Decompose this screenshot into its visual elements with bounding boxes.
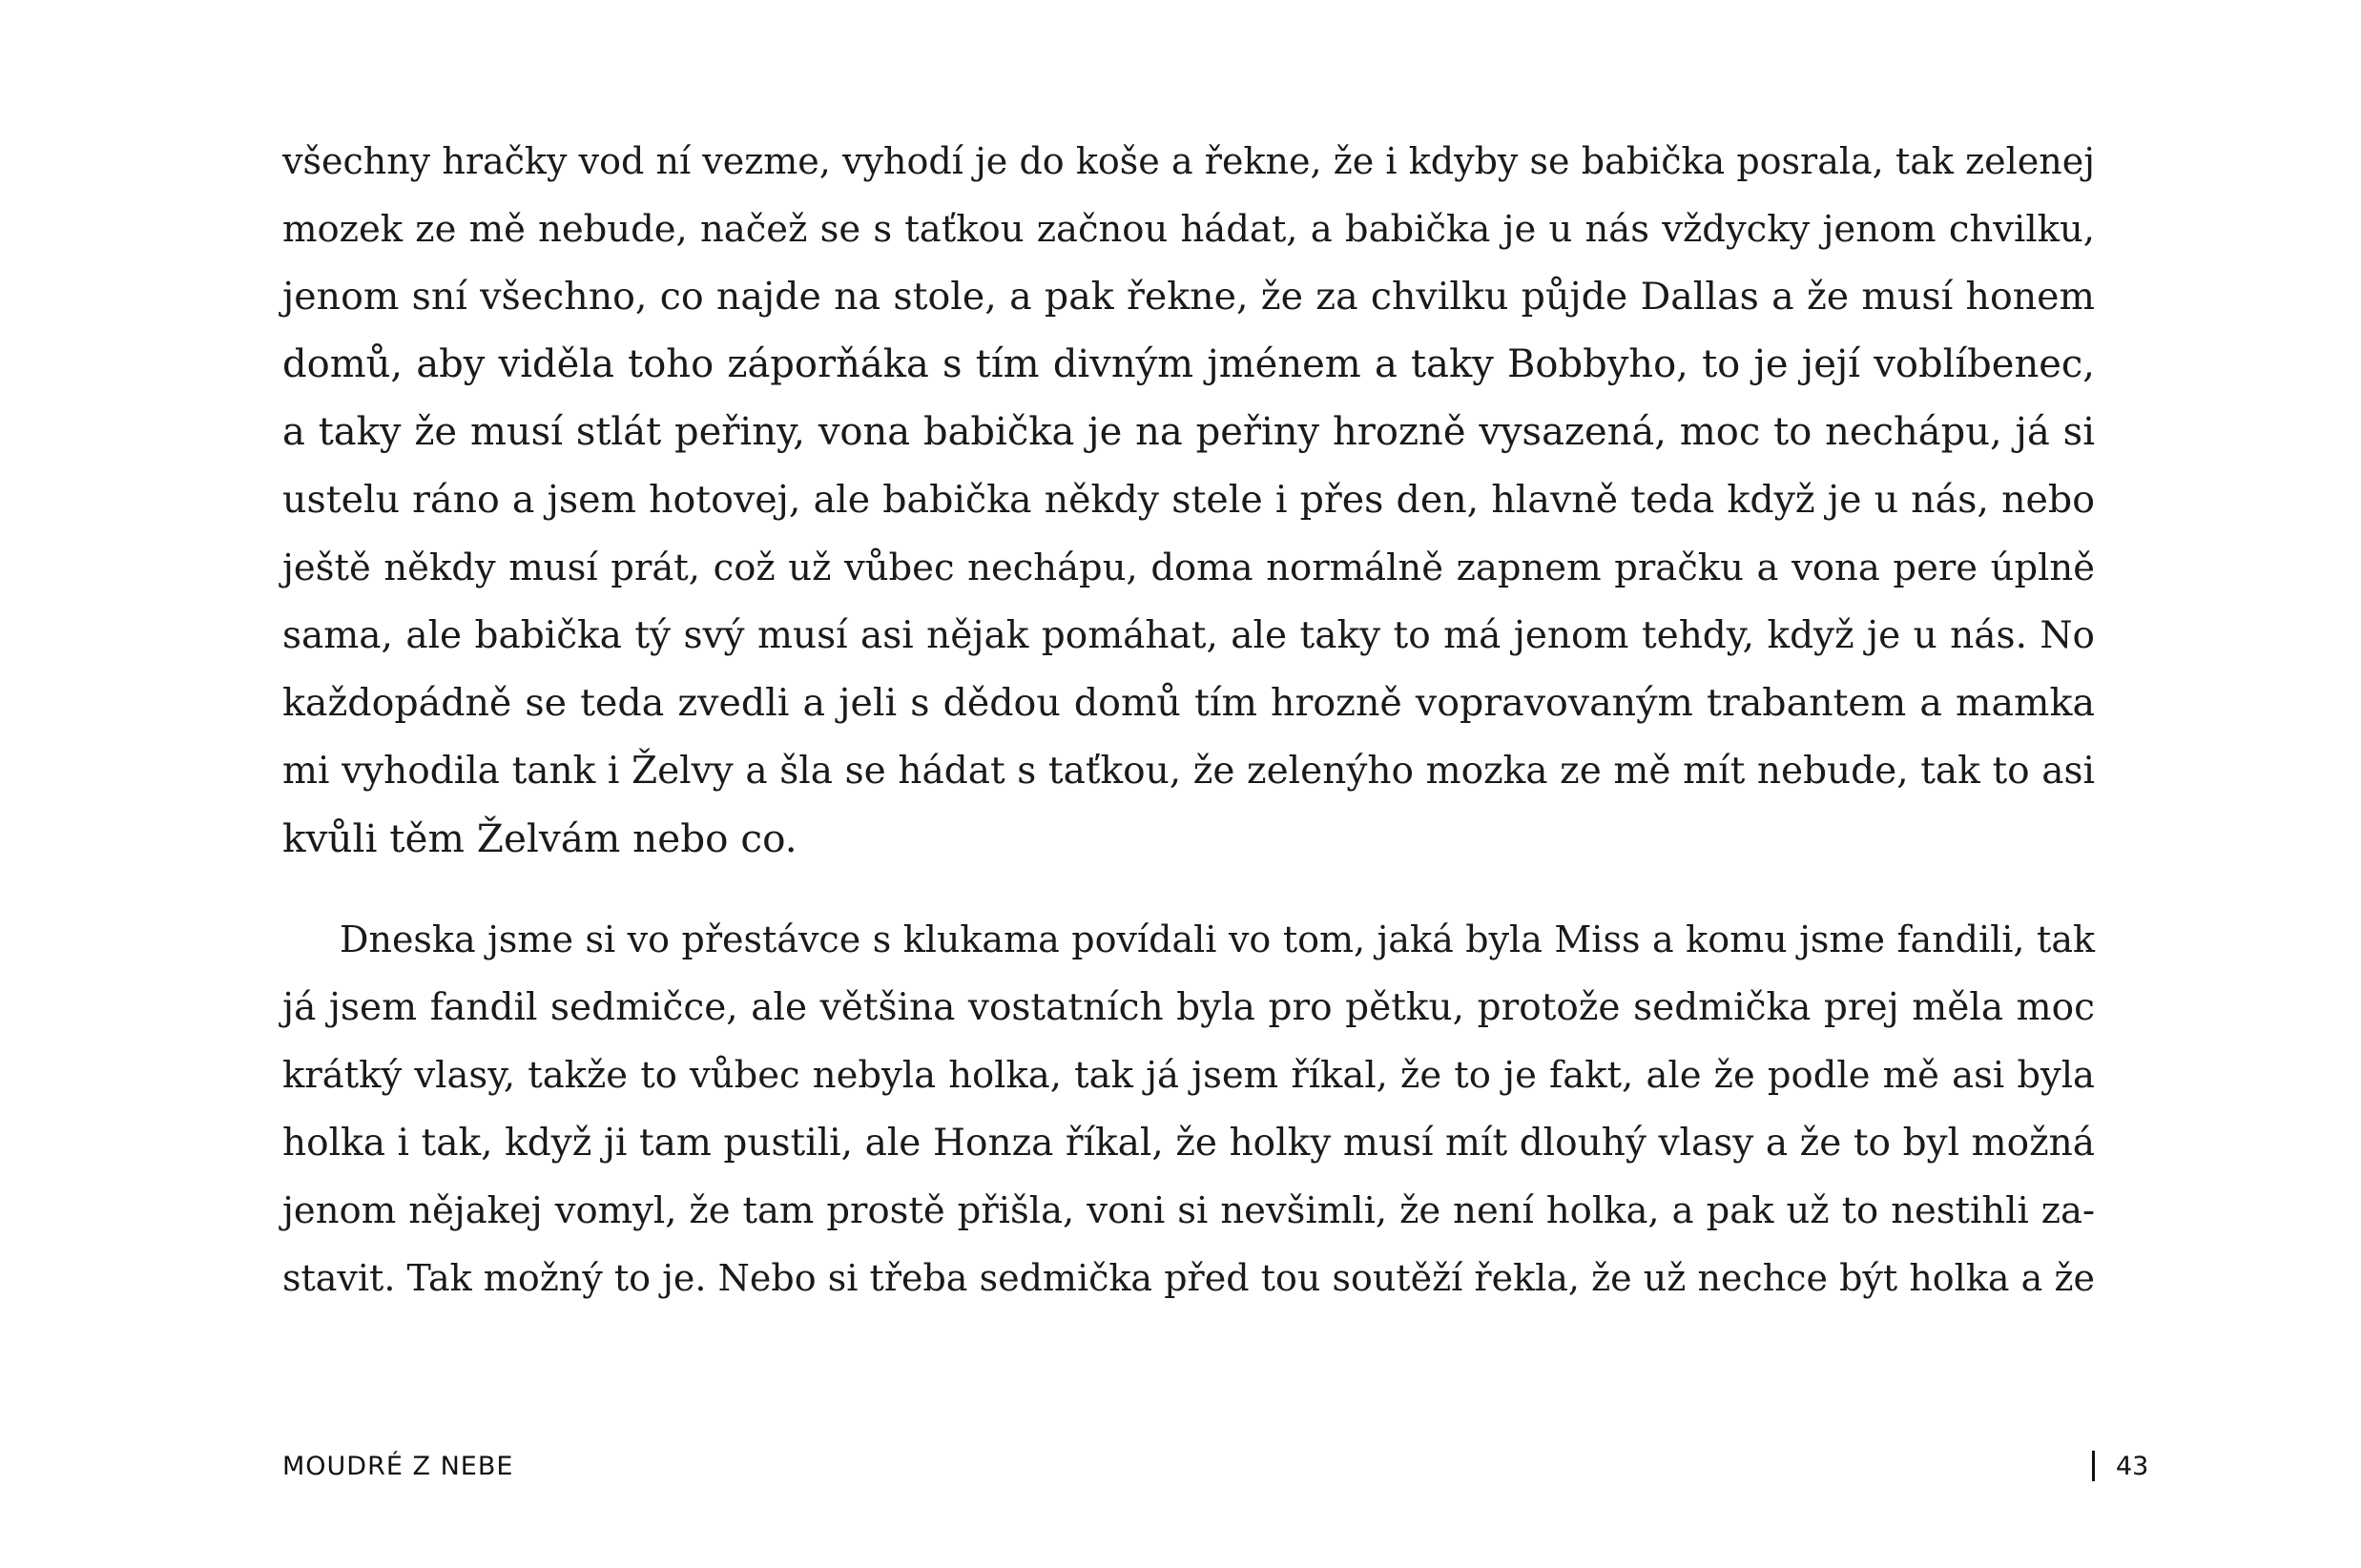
text-line: domů, aby viděla toho záporňáka s tím divným jménem a taky Bobbyho, to je její voblíbenec, — [282, 342, 2095, 386]
text-line: jenom nějakej vomyl, že tam prostě přišla, voni si nevšimli, že není holka, a pak už to nestihli za- — [282, 1189, 2095, 1232]
paragraph-2 — [282, 906, 2095, 1312]
text-line: a taky že musí stlát peřiny, vona babička je na peřiny hrozně vysazená, moc to nechápu, já si — [282, 410, 2095, 454]
text-line: ještě někdy musí prát, což už vůbec nechápu, doma normálně zapnem pračku a vona pere úplně — [282, 547, 2095, 589]
text-line: každopádně se teda zvedli a jeli s dědou domů tím hrozně vopravovaným trabantem a mamka — [282, 681, 2095, 725]
page-number: 43 — [2116, 1451, 2149, 1481]
text-line: sama, ale babička tý svý musí asi nějak pomáhat, ale taky to má jenom tehdy, když je u nás. No — [282, 614, 2095, 657]
text-line: Dneska jsme si vo přestávce s klukama povídali vo tom, jaká byla Miss a komu jsme fandili, tak — [340, 918, 2095, 960]
text-line: ustelu ráno a jsem hotovej, ale babička někdy stele i přes den, hlavně teda když je u nás, nebo — [282, 478, 2095, 522]
paragraph-gap — [282, 873, 2095, 906]
text-line: jenom sní všechno, co najde na stole, a pak řekne, že za chvilku půjde Dallas a že musí honem — [282, 275, 2095, 319]
text-line: holka i tak, když ji tam pustili, ale Honza říkal, že holky musí mít dlouhý vlasy a že to byl možná — [282, 1122, 2095, 1165]
running-footer-title: MOUDRÉ Z NEBE — [282, 1452, 514, 1481]
text-line: stavit. Tak možný to je. Nebo si třeba sedmička před tou soutěží řekla, že už nechce být holka a že — [282, 1257, 2095, 1299]
text-line: mi vyhodila tank i Želvy a šla se hádat s taťkou, že zelenýho mozka ze mě mít nebude, tak to asi — [282, 750, 2095, 793]
text-line: všechny hračky vod ní vezme, vyhodí je do koše a řekne, že i kdyby se babička posrala, tak zelenej — [282, 140, 2095, 182]
page-number-separator — [2092, 1451, 2095, 1481]
body-text — [282, 128, 2095, 1312]
text-line: kvůli těm Želvám nebo co. — [282, 815, 797, 861]
page-number-block — [2092, 1445, 2148, 1487]
text-line: já jsem fandil sedmičce, ale většina vostatních byla pro pětku, protože sedmička prej měla moc — [282, 986, 2095, 1029]
paragraph-1 — [282, 128, 2095, 873]
text-line: mozek ze mě nebude, načež se s taťkou začnou hádat, a babička je u nás vždycky jenom chvilku, — [282, 208, 2095, 251]
text-line: krátký vlasy, takže to vůbec nebyla holka, tak já jsem říkal, že to je fakt, ale že podle mě asi byla — [282, 1054, 2095, 1097]
